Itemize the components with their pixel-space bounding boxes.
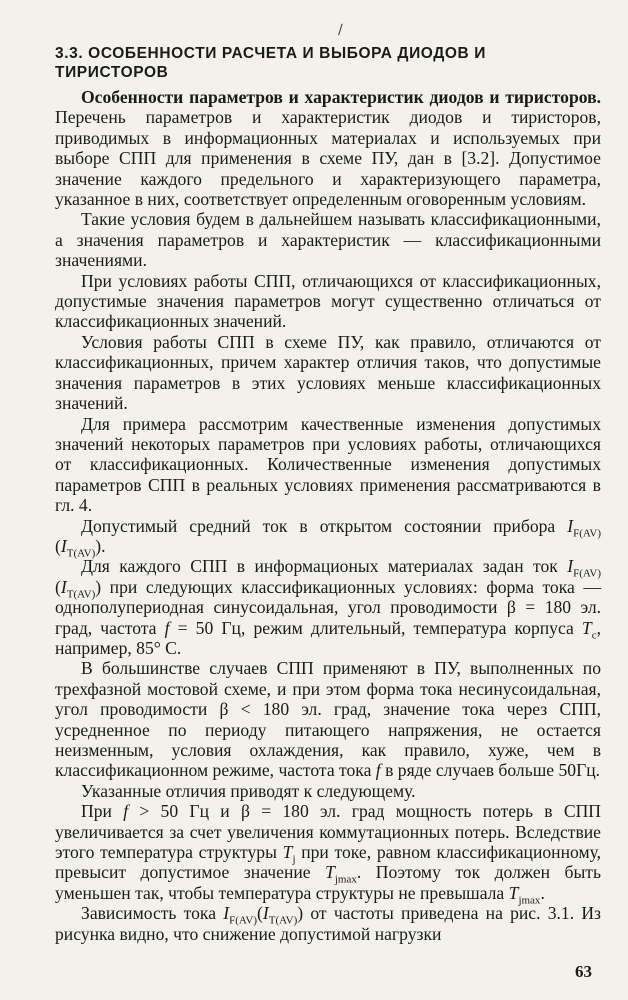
- subscript: j: [292, 853, 296, 866]
- text-run: Для каждого СПП в информационых материалах задан ток: [81, 556, 568, 577]
- math-symbol: I: [567, 556, 574, 577]
- subscript: T(AV): [268, 914, 298, 927]
- math-symbol: I: [60, 535, 67, 556]
- math-symbol: I: [567, 515, 574, 536]
- pencil-mark: ∕: [338, 22, 343, 38]
- subscript: T(AV): [66, 547, 96, 560]
- subscript: jmax: [518, 894, 541, 907]
- text-run: При условиях работы СПП, отличающихся от классификационных, допустимые значения параметров могут существенно отличаться от классификационных значений.: [55, 270, 601, 332]
- text-run: при токе, равном классификационному, превысит допустимое значение: [55, 842, 602, 883]
- text-run: ) от частоты приведена на рис. 3.1. Из рисунка видно, что снижение допустимой нагрузки: [55, 903, 601, 944]
- subscript: F(AV): [229, 914, 258, 927]
- text-run: Для примера рассмотрим качественные изменения допустимых значений некоторых параметров при условиях работы, отличающихся от классификационных. Количественные изменения допустимых параметров СПП в реальных условиях применения рассматриваются в гл. 4.: [55, 413, 601, 516]
- text-run: ).: [95, 535, 106, 556]
- text-run: (: [55, 576, 61, 597]
- paragraph: [55, 332, 601, 414]
- text-run: .: [540, 882, 545, 903]
- math-symbol: I: [60, 576, 67, 597]
- paragraph: [55, 414, 601, 516]
- subscript: T(AV): [66, 588, 96, 601]
- math-symbol: f: [123, 801, 129, 822]
- text-run: При: [81, 801, 124, 822]
- text-run: Перечень параметров и характеристик диодов и тиристоров, приводимых в информационных материалах и используемых при выборе СПП для применения в схеме ПУ, дан в [3.2]. Допустимое значение каждого предельного и характеризующего параметра, указанное в них, соответствует определенным оговоренным условиям.: [55, 107, 601, 210]
- paragraph: [55, 209, 601, 270]
- text-run: в ряде случаев больше 50Гц.: [380, 760, 601, 781]
- subscript: F(AV): [573, 567, 601, 580]
- math-symbol: f: [375, 760, 381, 781]
- text-run: (: [257, 903, 263, 924]
- subscript: jmax: [334, 873, 357, 886]
- text-run: , например, 85° С.: [55, 617, 601, 658]
- math-symbol: T: [325, 862, 335, 883]
- text-run: ) при следующих классификационных условиях: форма тока — однополупериодная синусоидальная, угол проводимости β = 180 эл. град, частота: [55, 576, 601, 638]
- paragraph: [55, 515, 601, 560]
- text-run: . Поэтому ток должен быть уменьшен так, чтобы температура структуры не превышала: [55, 862, 602, 903]
- text-run: Указанные отличия приводят к следующему.: [81, 780, 416, 801]
- math-symbol: T: [581, 617, 592, 638]
- body-text: [55, 87, 601, 944]
- text-run: (: [55, 535, 61, 556]
- math-symbol: I: [223, 903, 230, 924]
- paragraph: [55, 87, 601, 209]
- paragraph: [55, 271, 601, 332]
- text-run: Допустимый средний ток в открытом состоянии прибора: [81, 515, 568, 536]
- paragraph: [55, 658, 601, 780]
- math-symbol: I: [262, 903, 269, 924]
- page-number: 63: [575, 962, 592, 981]
- paragraph: [55, 556, 601, 658]
- run-in-heading: Особенности параметров и характеристик диодов и тиристоров.: [81, 87, 601, 107]
- text-run: В большинстве случаев СПП применяют в ПУ, выполненных по трехфазной мостовой схеме, и при этом форма тока несинусоидальная, угол проводимости β < 180 эл. град, значение тока через СПП, усредненное по периоду питающего напряжения, не остается неизменным, условия охлаждения, как правило, хуже, чем в классификационном режиме, частота тока: [55, 658, 601, 781]
- subscript: c: [591, 629, 597, 642]
- math-symbol: T: [282, 842, 293, 863]
- math-symbol: f: [164, 617, 170, 638]
- paragraph: [55, 903, 601, 944]
- paragraph: [55, 781, 601, 801]
- text-run: = 50 Гц, режим длительный, температура корпуса: [169, 617, 582, 638]
- text-run: Зависимость тока: [81, 903, 224, 924]
- text-run: Условия работы СПП в схеме ПУ, как правило, отличаются от классификационных, причем характер отличия таков, что допустимые значения параметров в этих условиях меньше классификационных значений.: [55, 331, 601, 414]
- paragraph: [55, 801, 602, 907]
- text-run: > 50 Гц и β = 180 эл. град мощность потерь в СПП увеличивается за счет увеличения коммутационных потерь. Вследствие этого температура структуры: [55, 801, 601, 863]
- section-heading: 3.3. ОСОБЕННОСТИ РАСЧЕТА И ВЫБОРА ДИОДОВ И ТИРИСТОРОВ: [55, 45, 486, 81]
- math-symbol: T: [508, 882, 519, 903]
- text-run: Такие условия будем в дальнейшем называть классификационными, а значения параметров и характеристик — классификационными значениями.: [55, 209, 601, 271]
- subscript: F(AV): [573, 527, 601, 540]
